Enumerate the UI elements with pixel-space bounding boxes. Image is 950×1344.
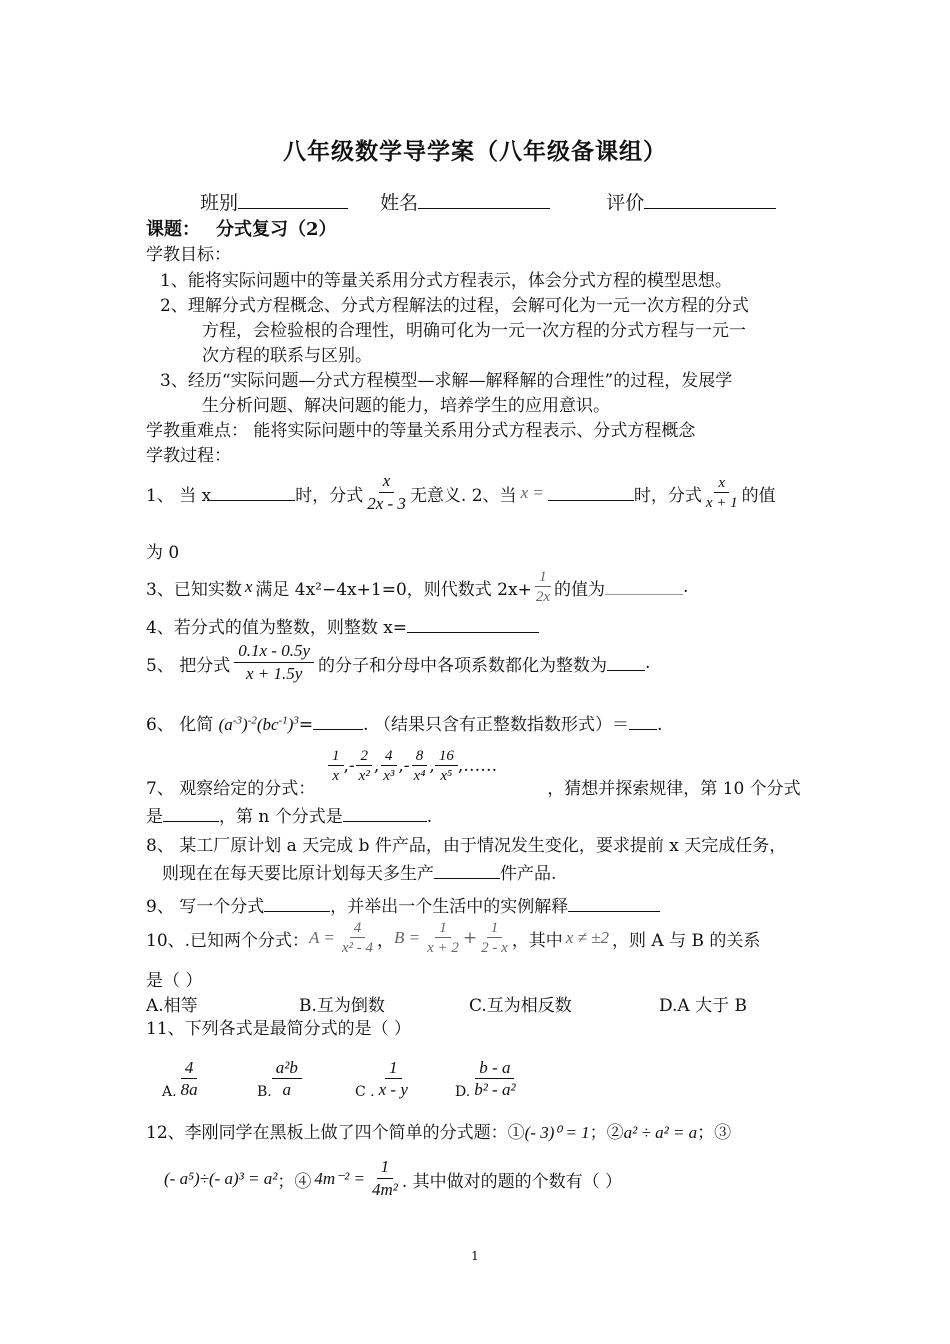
- class-label: 班别: [200, 192, 239, 214]
- q4-blank[interactable]: [407, 618, 539, 633]
- q10-option-a[interactable]: A.相等: [146, 996, 198, 1016]
- q2-fraction: $\frac{x}{x + 1}$: [705, 474, 738, 511]
- question-12-cont: (- a⁵)÷(- a)³ = a² ；④ 4m⁻² = $\frac{1}{\text{4m²}}$ . 其中做对的题的个数有（ ）: [164, 1157, 623, 1199]
- q10-fraction-b1: $\frac{1}{x + 2}$: [427, 919, 459, 956]
- q7-term-3: $\frac{4}{\text{x³}}$: [379, 748, 398, 785]
- q12-fraction: $\frac{1}{\text{4m²}}$: [371, 1157, 398, 1199]
- question-1-cont: 为 0: [146, 543, 180, 563]
- q7-blank-1[interactable]: [163, 807, 219, 822]
- question-11: 11、下列各式是最简分式的是（ ）: [146, 1019, 412, 1039]
- q1-fraction: $\frac{x}{2x - 3}$: [367, 471, 406, 513]
- question-8-cont: 则现在在每天要比原计划每天多生产 件产品.: [162, 864, 557, 884]
- q7-term-5: $\frac{16}{\text{x⁵}}$: [435, 748, 458, 785]
- q7-term-4: $\frac{8}{\text{x⁴}}$: [413, 747, 426, 784]
- q10-options: [146, 991, 806, 1016]
- q10-fraction-a: $\frac{4}{\text{x² - 4}}$: [341, 919, 374, 956]
- grade-label: 评价: [606, 192, 645, 214]
- q6-blank-2[interactable]: [629, 715, 657, 730]
- q6-blank-1[interactable]: [313, 715, 363, 730]
- q3-fraction: $\frac{1}{2x}$: [535, 568, 550, 605]
- goal-2b: 方程，会检验根的合理性，明确可化为一元一次方程的分式方程与一元一: [202, 321, 746, 341]
- q11-option-d[interactable]: D. $\frac{b - a}{\text{b² - a²}}$: [455, 1057, 516, 1100]
- q11-option-c[interactable]: C . $\frac{1}{x - y}$: [355, 1057, 408, 1100]
- q9-blank-2[interactable]: [568, 897, 660, 912]
- question-3: 3、已知实数 x 满足 4x²−4x+1=0，则代数式 2x+ $\frac{1}{2x}$ 的值为 .: [146, 568, 689, 605]
- q12-expression-1: (- 3)⁰ = 1: [524, 1123, 590, 1142]
- question-9: 9、 写一个分式 ，并举出一个生活中的实例解释: [146, 892, 660, 917]
- topic-value: 分式复习（2）: [216, 219, 337, 240]
- topic-label: 课题：: [146, 219, 200, 240]
- q8-blank[interactable]: [434, 864, 500, 879]
- goal-2c: 次方程的联系与区别。: [202, 346, 372, 366]
- question-7: 7、 观察给定的分式： ，猜想并探索规律，第 10 个分式: [146, 779, 801, 799]
- class-blank[interactable]: [238, 194, 348, 209]
- grade-blank[interactable]: [644, 194, 776, 209]
- q11-options: [162, 1042, 520, 1100]
- q5-blank[interactable]: [607, 656, 645, 671]
- goal-3b: 生分析问题、解决问题的能力，培养学生的应用意识。: [202, 396, 610, 416]
- page-title: 八年级数学导学案（八年级备课组）: [283, 138, 667, 165]
- name-label: 姓名: [380, 192, 419, 214]
- page-number: 1: [471, 1249, 479, 1263]
- q7-sequence: $\frac{1}{x}$ ,- $\frac{2}{\text{x²}}$ , $\frac{4}{\text{x³}}$ ,- $\frac{8}{\text{x⁴}}$ , $\frac{16}{\text{x⁵}}$ ,……: [328, 741, 497, 791]
- process-heading: 学教过程：: [146, 446, 231, 466]
- q11-option-a[interactable]: A. $\frac{4}{8a}$: [162, 1057, 198, 1100]
- info-row: [200, 188, 776, 215]
- q6-expression: $(a^{-3})^{-2}(bc^{-1})^3$: [218, 714, 299, 734]
- q9-blank-1[interactable]: [264, 897, 330, 912]
- question-5: 5、 把分式 $\frac{0.1x - 0.5y}{x + 1.5y}$ 的分子和分母中各项系数都化为整数为 .: [146, 641, 651, 683]
- q7-term-2: $\frac{2}{\text{x²}}$: [355, 748, 374, 785]
- q10-option-c[interactable]: C.互为相反数: [469, 996, 572, 1016]
- goals-heading: 学教目标：: [146, 245, 231, 265]
- key-points: 学教重难点： 能将实际问题中的等量关系用分式方程表示、分式方程概念: [146, 421, 696, 441]
- question-6: 6、 化简 $(a^{-3})^{-2}(bc^{-1})^3=$ . （结果只含有正整数指数形式）＝ .: [146, 714, 663, 735]
- goal-1: 1、能将实际问题中的等量关系用分式方程表示，体会分式方程的模型思想。: [160, 271, 732, 291]
- q12-expression-3: (- a⁵)÷(- a)³ = a²: [164, 1169, 278, 1188]
- q3-blank[interactable]: [605, 580, 683, 595]
- topic: [146, 215, 337, 241]
- question-10-cont: 是（ ）: [146, 971, 203, 991]
- name-blank[interactable]: [418, 194, 550, 209]
- goal-2a: 2、理解分式方程概念、分式方程解法的过程，会解可化为一元一次方程的分式: [160, 296, 749, 316]
- q10-option-d[interactable]: D.A 大于 B: [659, 996, 748, 1016]
- question-1: 1、 当 x 时，分式 $\frac{x}{2x - 3}$ 无意义. 2、当 x = 时，分式 $\frac{x}{x + 1}$ 的值: [146, 471, 776, 513]
- q5-fraction: $\frac{0.1x - 0.5y}{x + 1.5y}$: [234, 642, 314, 683]
- q1-blank[interactable]: [211, 486, 295, 501]
- question-12: 12、李刚同学在黑板上做了四个简单的分式题：①(- 3)⁰ = 1；②a² ÷ a² = a；③: [146, 1123, 732, 1143]
- question-10: 10、.已知两个分式： A = $\frac{4}{\text{x² - 4}}$ ， B = $\frac{1}{x + 2}$ + $\frac{1}{2 - x}$ ，其中 x ≠ ±2 ，则 A 与 B 的关系: [146, 919, 761, 956]
- question-7-cont: 是 ，第 n 个分式是 .: [146, 807, 433, 827]
- q12-expression-4: 4m⁻² =: [314, 1169, 365, 1188]
- q7-blank-2[interactable]: [343, 807, 427, 822]
- question-8: 8、 某工厂原计划 a 天完成 b 件产品，由于情况发生变化，要求提前 x 天完成任务，: [146, 836, 787, 856]
- q7-term-1: $\frac{1}{x}$: [328, 748, 344, 785]
- q11-option-b[interactable]: B. $\frac{\text{a²b}}{a}$: [257, 1059, 355, 1100]
- goal-3a: 3、经历“实际问题—分式方程模型—求解—解释解的合理性”的过程，发展学: [160, 371, 733, 391]
- q12-expression-2: a² ÷ a² = a: [623, 1123, 698, 1142]
- q10-option-b[interactable]: B.互为倒数: [299, 996, 385, 1016]
- question-4: 4、若分式的值为整数，则整数 x=: [146, 613, 539, 638]
- q10-fraction-b2: $\frac{1}{2 - x}$: [481, 919, 508, 956]
- q2-blank[interactable]: [548, 486, 634, 501]
